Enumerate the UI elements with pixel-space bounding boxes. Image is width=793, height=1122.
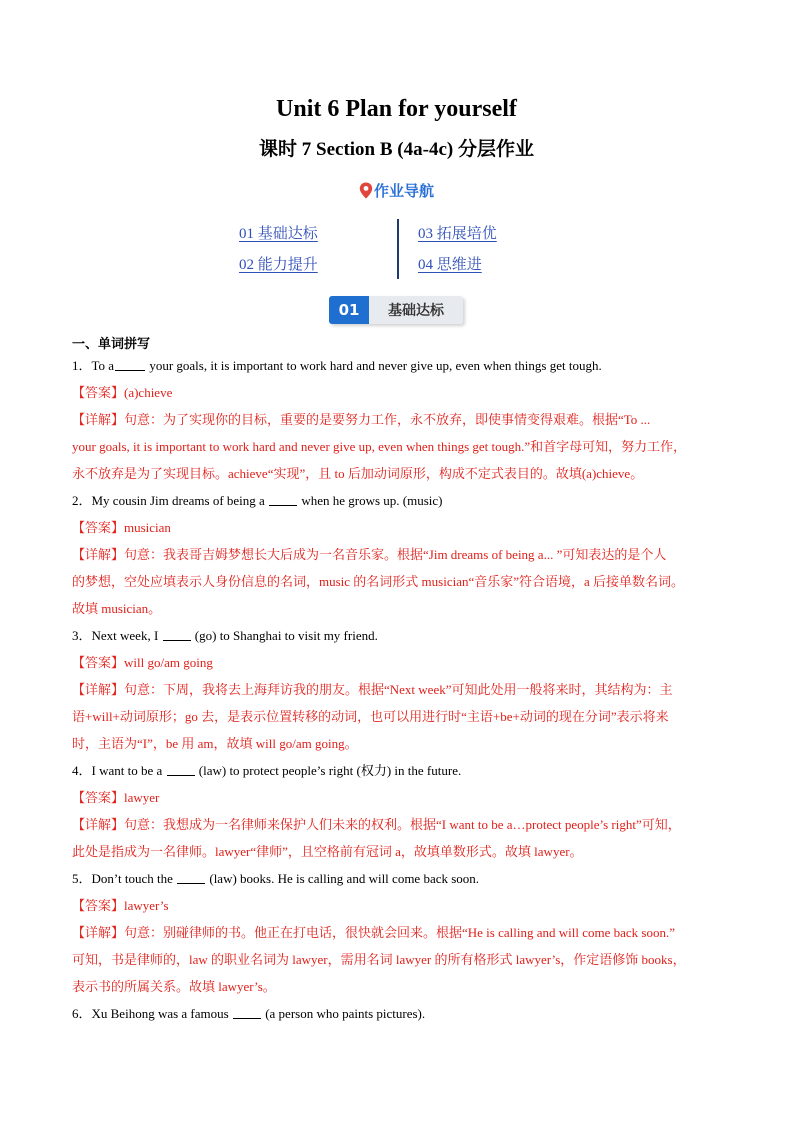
- explanation-line: 此处是指成为一名律师。lawyer“律师”，且空格前有冠词 a，故填单数形式。故填 lawyer。: [72, 844, 583, 859]
- answer-line: 【答案】lawyer: [72, 790, 160, 805]
- question-text: 2．My cousin Jim dreams of being a: [72, 493, 269, 508]
- explanation-line: 语+will+动词原形；go 去，是表示位置转移的动词，也可以用进行时“主语+be+动词的现在分词”表示将来: [72, 709, 669, 724]
- explanation-line: 【详解】句意：我想成为一名律师来保护人们未来的权利。根据“I want to be a…protect people’s right”可知，: [72, 817, 681, 832]
- question-text: your goals, it is important to work hard and never give up, even when things get tough.: [146, 358, 602, 373]
- question-1: [72, 352, 722, 379]
- answer-blank: [167, 762, 195, 776]
- question-3: [72, 622, 722, 649]
- answer-blank: [115, 357, 145, 371]
- question-text: 4．I want to be a: [72, 763, 166, 778]
- answer-line: 【答案】musician: [72, 520, 171, 535]
- question-text: 1．To a: [72, 358, 115, 373]
- answer-blank: [269, 492, 297, 506]
- nav-link-extension[interactable]: 03 拓展培优: [418, 226, 497, 242]
- question-text: when he grows up. (music): [298, 493, 443, 508]
- page-title: Unit 6 Plan for yourself: [276, 96, 517, 122]
- answer-line: 【答案】lawyer’s: [72, 898, 169, 913]
- nav-divider: [397, 219, 399, 279]
- question-text: (go) to Shanghai to visit my friend.: [191, 628, 378, 643]
- nav-link-basic[interactable]: 01 基础达标: [239, 226, 318, 242]
- answer-blank: [233, 1005, 261, 1019]
- question-6: [72, 1000, 722, 1027]
- question-text: 5．Don’t touch the: [72, 871, 177, 886]
- explanation-line: 【详解】句意：为了实现你的目标，重要的是要努力工作，永不放弃，即使事情变得艰难。根据“To ...: [72, 412, 651, 427]
- section-badge-number: 01: [329, 296, 369, 324]
- explanation-line: 表示书的所属关系。故填 lawyer’s。: [72, 979, 276, 994]
- question-text: 6．Xu Beihong was a famous: [72, 1006, 232, 1021]
- homework-nav-header: [0, 180, 793, 202]
- page-subtitle: 课时 7 Section B (4a-4c) 分层作业: [259, 139, 534, 160]
- explanation-line: 【详解】句意：我表哥吉姆梦想长大后成为一名音乐家。根据“Jim dreams of being a... ”可知表达的是个人: [72, 547, 667, 562]
- answer-line: 【答案】will go/am going: [72, 655, 213, 670]
- explanation-line: 故填 musician。: [72, 601, 162, 616]
- nav-link-ability[interactable]: 02 能力提升: [239, 257, 318, 273]
- nav-title: 作业导航: [373, 182, 434, 200]
- explanation-line: 永不放弃是为了实现目标。achieve“实现”，且 to 后加动词原形，构成不定式表目的。故填(a)chieve。: [72, 466, 644, 481]
- answer-line: 【答案】(a)chieve: [72, 385, 173, 400]
- question-2: [72, 487, 722, 514]
- explanation-line: 【详解】句意：下周，我将去上海拜访我的朋友。根据“Next week”可知此处用一般将来时，其结构为：主: [72, 682, 673, 697]
- explanation-line: your goals, it is important to work hard and never give up, even when things get tough.”和首字母可知，努力工作，: [72, 439, 687, 454]
- answer-blank: [177, 870, 205, 884]
- question-5: [72, 865, 722, 892]
- section-heading: 一、单词拼写: [72, 336, 151, 351]
- explanation-line: 时，主语为“I”，be 用 am，故填 will go/am going。: [72, 736, 358, 751]
- question-text: 3．Next week, I: [72, 628, 162, 643]
- explanation-line: 可知，书是律师的，law 的职业名词为 lawyer，需用名词 lawyer 的所有格形式 lawyer’s，作定语修饰 books，: [72, 952, 686, 967]
- section-badge-label: 基础达标: [369, 296, 463, 324]
- question-text: (law) books. He is calling and will come back soon.: [206, 871, 480, 886]
- explanation-line: 的梦想，空处应填表示人身份信息的名词，music 的名词形式 musician“音乐家”符合语境，a 后接单数名词。: [72, 574, 685, 589]
- question-text: (a person who paints pictures).: [261, 1006, 426, 1021]
- explanation-line: 【详解】句意：别碰律师的书。他正在打电话，很快就会回来。根据“He is calling and will come back soon.”: [72, 925, 675, 940]
- location-pin-icon: [359, 182, 373, 199]
- question-4: [72, 757, 722, 784]
- question-text: (law) to protect people’s right (权力) in the future.: [195, 763, 462, 778]
- exercise-content: [72, 334, 722, 1027]
- section-badge: [329, 296, 463, 324]
- nav-link-thinking[interactable]: 04 思维进: [418, 257, 482, 273]
- answer-blank: [163, 627, 191, 641]
